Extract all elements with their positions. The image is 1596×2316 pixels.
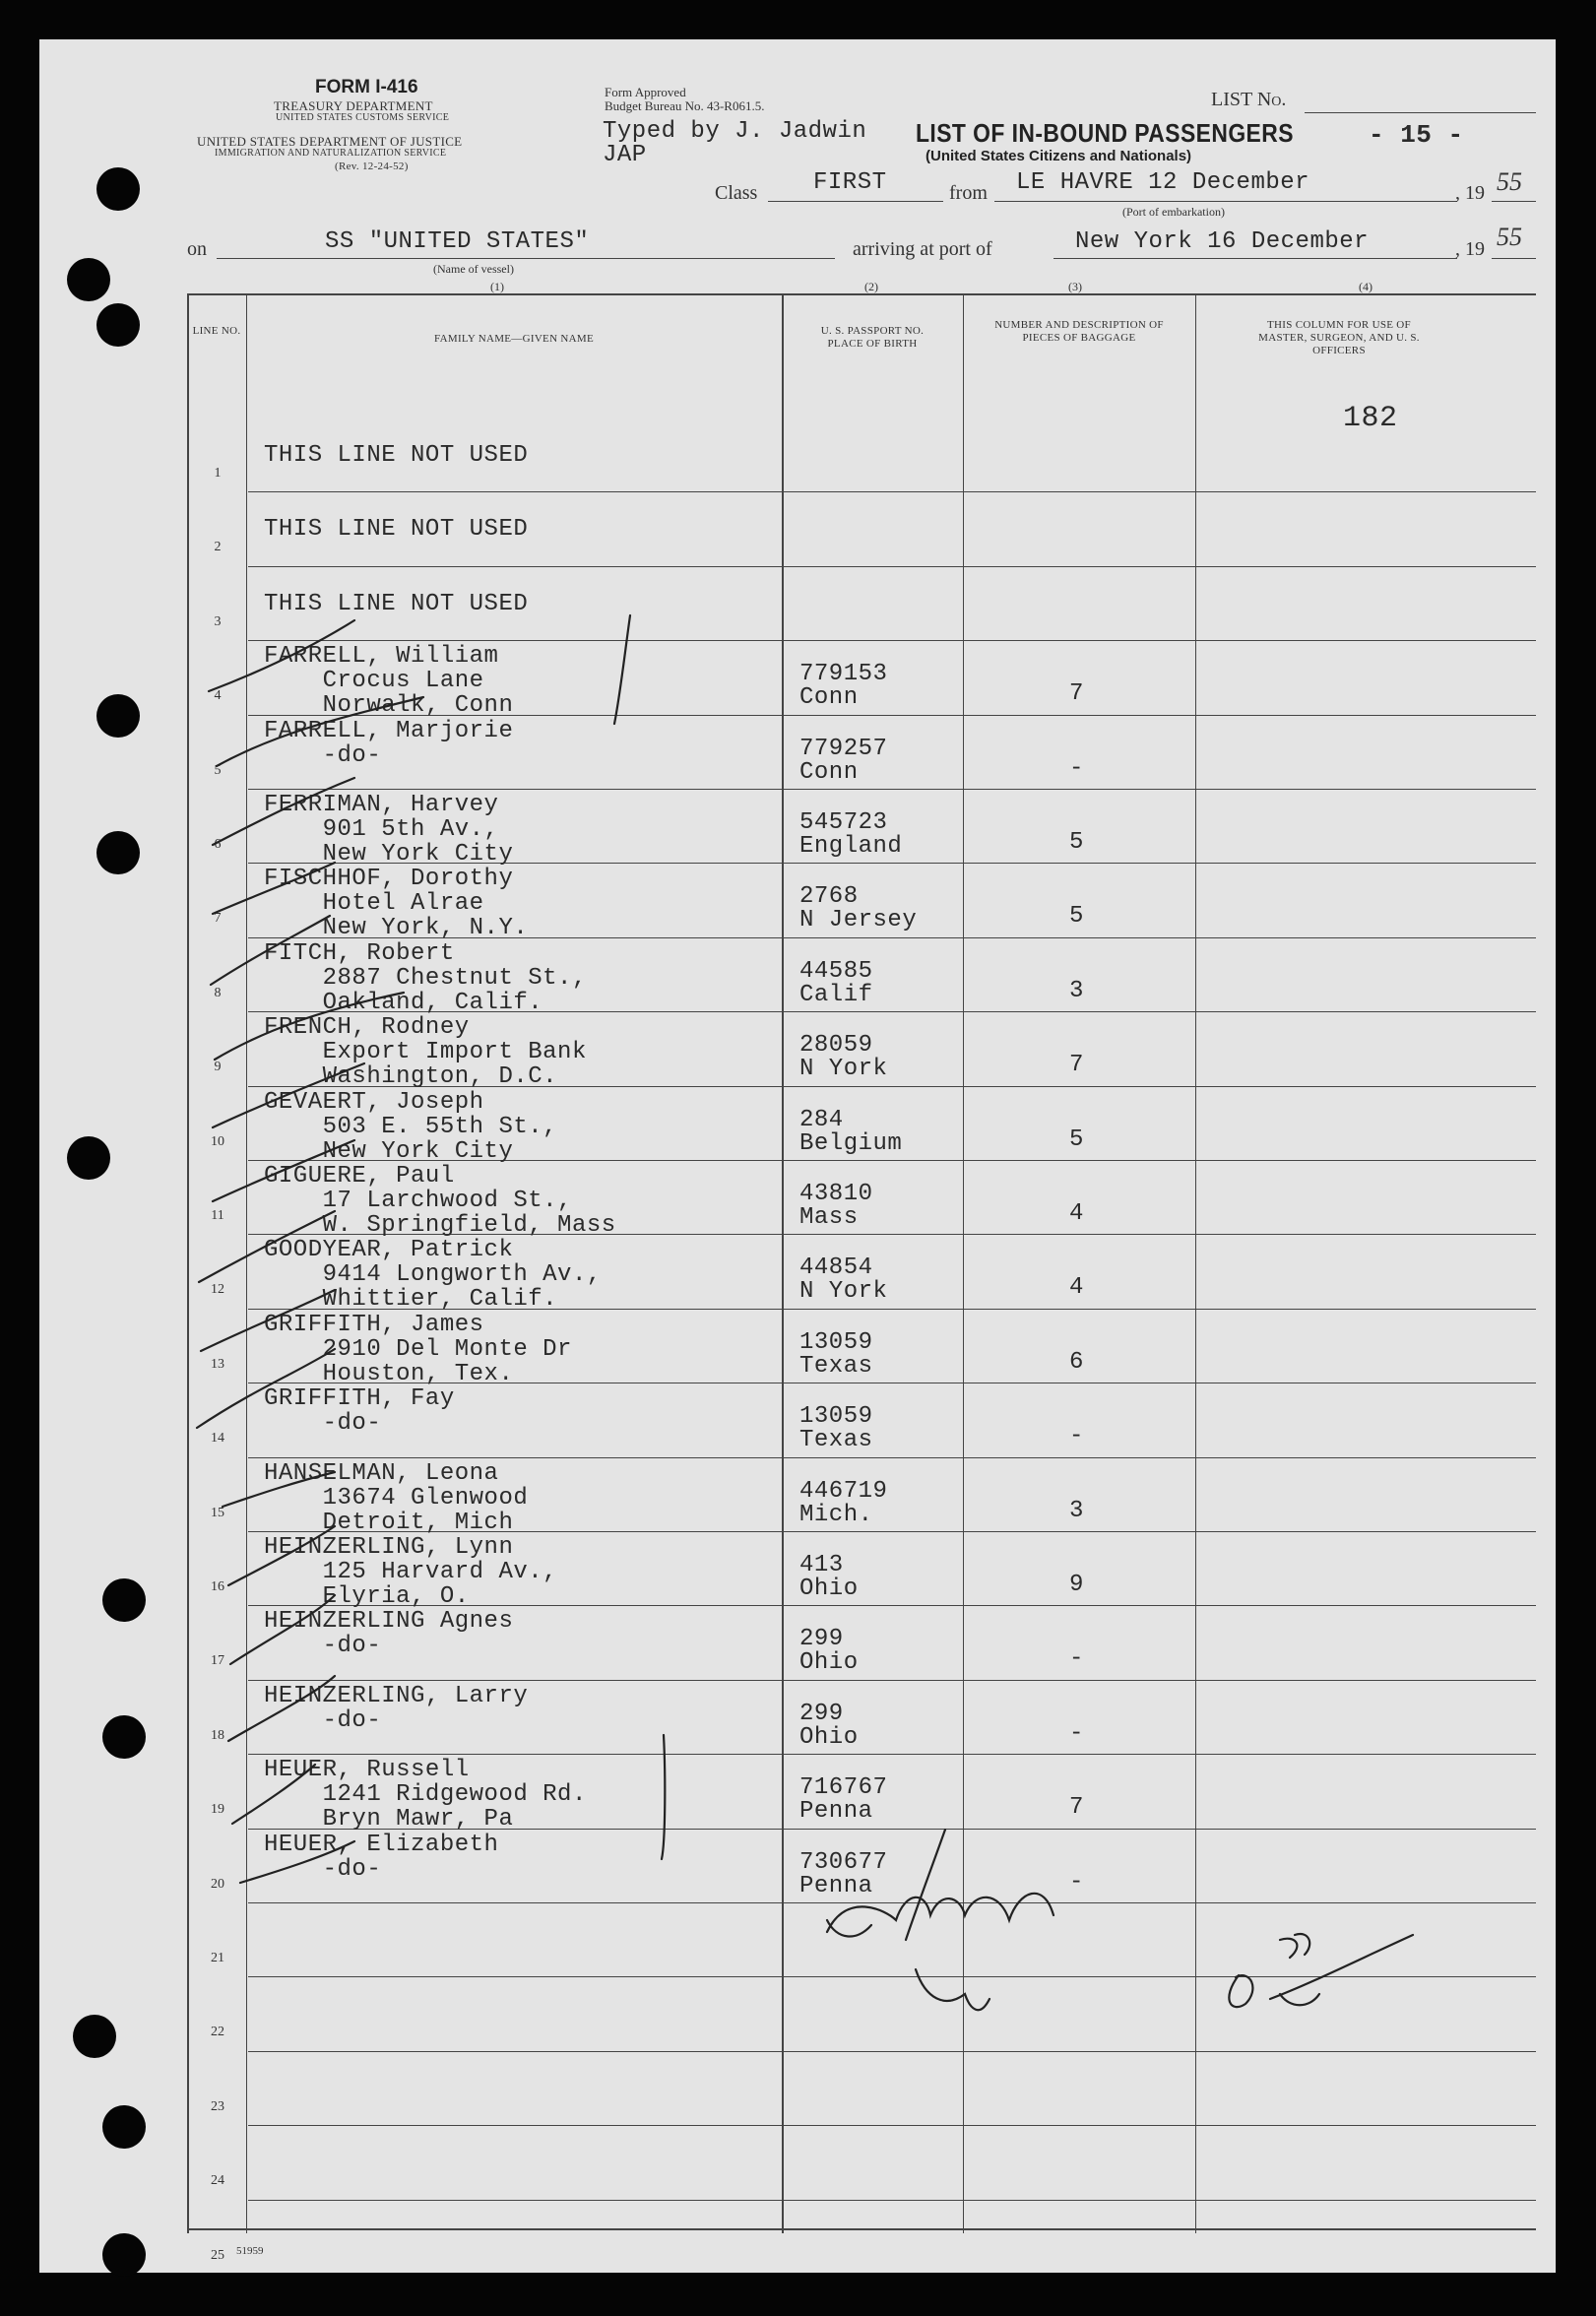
form-number: FORM I-416 [315, 77, 418, 97]
arrival-value: New York 16 December [1075, 228, 1370, 255]
line-number: 19 [211, 1802, 224, 1818]
line-number: 17 [211, 1653, 224, 1669]
place-of-birth: England [799, 833, 903, 860]
passenger-address: -do- [264, 741, 382, 769]
typed-by: Typed by J. Jadwin [603, 118, 867, 145]
line-number: 15 [211, 1505, 224, 1520]
passenger-name: GRIFFITH, Fay [264, 1385, 455, 1413]
line-number: 24 [211, 2173, 224, 2189]
line-number: 6 [214, 837, 222, 852]
passenger-name: FISCHHOF, Dorothy [264, 866, 514, 893]
passport-number: 779153 [799, 661, 888, 688]
passenger-name: GIGUERE, Paul [264, 1163, 455, 1190]
place-of-birth: Penna [799, 1798, 873, 1826]
arriving-label: arriving at port of [853, 238, 992, 260]
punch-hole [102, 1715, 146, 1759]
line-number: 12 [211, 1282, 224, 1298]
place-of-birth: Mass [799, 1204, 859, 1231]
line-number: 1 [214, 466, 222, 481]
line-number: 25 [211, 2247, 224, 2263]
arrival-year: 55 [1497, 223, 1522, 251]
passenger-address: Crocus Lane [264, 668, 484, 695]
place-of-birth: Texas [799, 1427, 873, 1454]
line-number: 13 [211, 1356, 224, 1372]
baggage-count: 4 [1069, 1274, 1084, 1302]
place-of-birth: Ohio [799, 1723, 859, 1751]
punch-hole [102, 1578, 146, 1622]
passport-number: 28059 [799, 1032, 873, 1060]
on-label: on [187, 238, 207, 260]
passenger-name: FARRELL, William [264, 643, 499, 671]
passenger-address: 1241 Ridgewood Rd. [264, 1781, 587, 1809]
punch-hole [102, 2105, 146, 2149]
place-of-birth: N York [799, 1278, 888, 1306]
passport-number: 2768 [799, 883, 859, 911]
passenger-address: Norwalk, Conn [264, 692, 514, 720]
passenger-address: 13674 Glenwood [264, 1484, 529, 1512]
col-num-3: (3) [1068, 280, 1082, 293]
line-number: 7 [214, 911, 222, 927]
baggage-count: - [1069, 1645, 1084, 1673]
arrival-year-prefix: , 19 [1455, 238, 1485, 260]
header-line-no: LINE NO. [192, 325, 241, 337]
revision: (Rev. 12-24-52) [335, 161, 409, 172]
passenger-address: Bryn Mawr, Pa [264, 1806, 514, 1834]
passenger-address: 901 5th Av., [264, 816, 499, 843]
passenger-address: Elyria, O. [264, 1583, 470, 1610]
baggage-count: 5 [1069, 1126, 1084, 1153]
place-of-birth: Conn [799, 684, 859, 712]
line-number: 2 [214, 540, 222, 555]
punch-hole [96, 831, 140, 874]
line-number: 9 [214, 1060, 222, 1075]
punch-hole [73, 2015, 116, 2058]
passenger-address: 125 Harvard Av., [264, 1559, 558, 1585]
passenger-address: New York City [264, 841, 514, 868]
baggage-count: 5 [1069, 903, 1084, 931]
col-num-2: (2) [864, 280, 878, 293]
line-number: 20 [211, 1876, 224, 1892]
handwritten-check-marks [39, 39, 1556, 2273]
punch-hole [67, 258, 110, 301]
passenger-address: 17 Larchwood St., [264, 1188, 572, 1214]
passenger-name: HEUER, Elizabeth [264, 1831, 499, 1858]
immigration-service: IMMIGRATION AND NATURALIZATION SERVICE [215, 148, 447, 159]
form-page [39, 39, 1556, 2273]
line-number: 3 [214, 613, 222, 629]
passenger-name: GRIFFITH, James [264, 1311, 484, 1338]
passport-number: 44854 [799, 1254, 873, 1282]
customs-service: UNITED STATES CUSTOMS SERVICE [276, 112, 450, 123]
passenger-address: -do- [264, 1706, 382, 1734]
passenger-address: New York City [264, 1137, 514, 1165]
passenger-name: FITCH, Robert [264, 939, 455, 967]
passenger-address: -do- [264, 1855, 382, 1883]
col-num-4: (4) [1359, 280, 1373, 293]
passenger-address: New York, N.Y. [264, 915, 529, 942]
passport-number: 43810 [799, 1181, 873, 1207]
passport-number: 44585 [799, 957, 873, 985]
header-baggage: NUMBER AND DESCRIPTION OF PIECES OF BAGGAGE [994, 319, 1164, 344]
punch-hole [96, 303, 140, 347]
passport-number: 730677 [799, 1848, 888, 1876]
typed-initials: JAP [603, 142, 647, 168]
line-number: 8 [214, 985, 222, 1000]
passenger-name: HEINZERLING Agnes [264, 1608, 514, 1636]
passenger-name: GOODYEAR, Patrick [264, 1237, 514, 1264]
baggage-count: 7 [1069, 1794, 1084, 1822]
passenger-name: HEUER, Russell [264, 1757, 470, 1784]
passenger-name: THIS LINE NOT USED [264, 516, 529, 544]
passenger-address: 9414 Longworth Av., [264, 1261, 602, 1289]
baggage-count: 3 [1069, 977, 1084, 1004]
passport-number: 284 [799, 1106, 844, 1133]
passport-number: 545723 [799, 809, 888, 836]
place-of-birth: Ohio [799, 1649, 859, 1677]
place-of-birth: N Jersey [799, 907, 918, 934]
budget-bureau: Budget Bureau No. 43-R061.5. [605, 98, 765, 113]
baggage-count: 7 [1069, 1052, 1084, 1079]
passenger-address: Oakland, Calif. [264, 989, 543, 1016]
list-no-value: - 15 - [1369, 120, 1464, 150]
line-number: 14 [211, 1431, 224, 1447]
baggage-count: 5 [1069, 829, 1084, 856]
passenger-name: GEVAERT, Joseph [264, 1088, 484, 1116]
baggage-count: - [1069, 1868, 1084, 1896]
passport-number: 716767 [799, 1774, 888, 1802]
class-value: FIRST [813, 169, 887, 196]
form-approved: Form Approved [605, 85, 686, 99]
passenger-address: 2887 Chestnut St., [264, 964, 587, 992]
justice-dept: UNITED STATES DEPARTMENT OF JUSTICE [197, 134, 463, 149]
line-number: 16 [211, 1579, 224, 1594]
list-subtitle: (United States Citizens and Nationals) [926, 148, 1192, 164]
header-passport: U. S. PASSPORT NO. PLACE OF BIRTH [820, 325, 925, 350]
port-embark-label: (Port of embarkation) [1122, 205, 1225, 219]
passport-number: 13059 [799, 1403, 873, 1431]
place-of-birth: N York [799, 1056, 888, 1083]
baggage-count: - [1069, 1423, 1084, 1450]
punch-hole [96, 694, 140, 738]
place-of-birth: Calif [799, 981, 873, 1008]
baggage-count: 6 [1069, 1348, 1084, 1376]
place-of-birth: Conn [799, 758, 859, 786]
header-officers: THIS COLUMN FOR USE OF MASTER, SURGEON, AND U. S. OFFICERS [1258, 319, 1420, 356]
place-of-birth: Mich. [799, 1501, 873, 1528]
passenger-address: Hotel Alrae [264, 890, 484, 918]
passenger-address: Whittier, Calif. [264, 1286, 558, 1314]
passport-number: 446719 [799, 1477, 888, 1505]
line-number: 22 [211, 2025, 224, 2040]
baggage-count: 7 [1069, 680, 1084, 708]
line-number: 5 [214, 762, 222, 778]
from-label: from [949, 182, 988, 204]
list-no-label: LIST No. [1211, 89, 1287, 110]
passenger-address: -do- [264, 1410, 382, 1438]
passenger-address: Houston, Tex. [264, 1360, 514, 1387]
passenger-address: 2910 Del Monte Dr [264, 1335, 572, 1363]
line-number: 23 [211, 2098, 224, 2114]
passenger-name: HEINZERLING, Larry [264, 1682, 529, 1709]
passenger-address: 503 E. 55th St., [264, 1113, 558, 1140]
baggage-count: 4 [1069, 1200, 1084, 1227]
officer-count: 182 [1343, 402, 1398, 435]
passenger-address: Washington, D.C. [264, 1063, 558, 1091]
passenger-name: THIS LINE NOT USED [264, 442, 529, 469]
embark-value: LE HAVRE 12 December [1016, 169, 1310, 196]
passport-number: 779257 [799, 735, 888, 762]
line-number: 10 [211, 1133, 224, 1149]
class-label: Class [715, 182, 758, 204]
passenger-address: Detroit, Mich [264, 1509, 514, 1536]
baggage-count: - [1069, 1719, 1084, 1747]
passenger-name: THIS LINE NOT USED [264, 590, 529, 617]
embark-year-prefix: , 19 [1455, 182, 1485, 204]
baggage-count: 9 [1069, 1572, 1084, 1598]
place-of-birth: Belgium [799, 1129, 903, 1157]
header-name: FAMILY NAME—GIVEN NAME [434, 333, 594, 345]
passenger-name: FRENCH, Rodney [264, 1014, 470, 1042]
place-of-birth: Texas [799, 1352, 873, 1380]
list-title: LIST OF IN-BOUND PASSENGERS [916, 118, 1294, 148]
embark-year: 55 [1497, 167, 1522, 196]
baggage-count: - [1069, 754, 1084, 782]
passenger-name: HEINZERLING, Lynn [264, 1534, 514, 1561]
place-of-birth: Penna [799, 1872, 873, 1899]
punch-hole [96, 167, 140, 211]
vessel-name: SS "UNITED STATES" [325, 228, 590, 255]
passport-number: 299 [799, 1626, 844, 1653]
passenger-name: FERRIMAN, Harvey [264, 792, 499, 818]
passenger-address: W. Springfield, Mass [264, 1212, 616, 1239]
vessel-label: (Name of vessel) [433, 262, 514, 276]
line-number: 11 [211, 1208, 224, 1223]
punch-hole [67, 1136, 110, 1180]
place-of-birth: Ohio [799, 1576, 859, 1602]
passenger-name: HANSELMAN, Leona [264, 1459, 499, 1487]
passport-number: 413 [799, 1552, 844, 1578]
passenger-name: FARRELL, Marjorie [264, 717, 514, 744]
passenger-address: -do- [264, 1633, 382, 1660]
col-num-1: (1) [490, 280, 504, 293]
passenger-address: Export Import Bank [264, 1039, 587, 1066]
line-number: 4 [214, 688, 222, 704]
passport-number: 299 [799, 1700, 844, 1727]
passport-number: 13059 [799, 1328, 873, 1356]
line-number: 18 [211, 1727, 224, 1743]
treasury-dept: TREASURY DEPARTMENT [274, 98, 433, 113]
footer-code: 51959 [236, 2245, 264, 2257]
line-number: 21 [211, 1951, 224, 1965]
punch-hole [102, 2233, 146, 2277]
baggage-count: 3 [1069, 1497, 1084, 1524]
